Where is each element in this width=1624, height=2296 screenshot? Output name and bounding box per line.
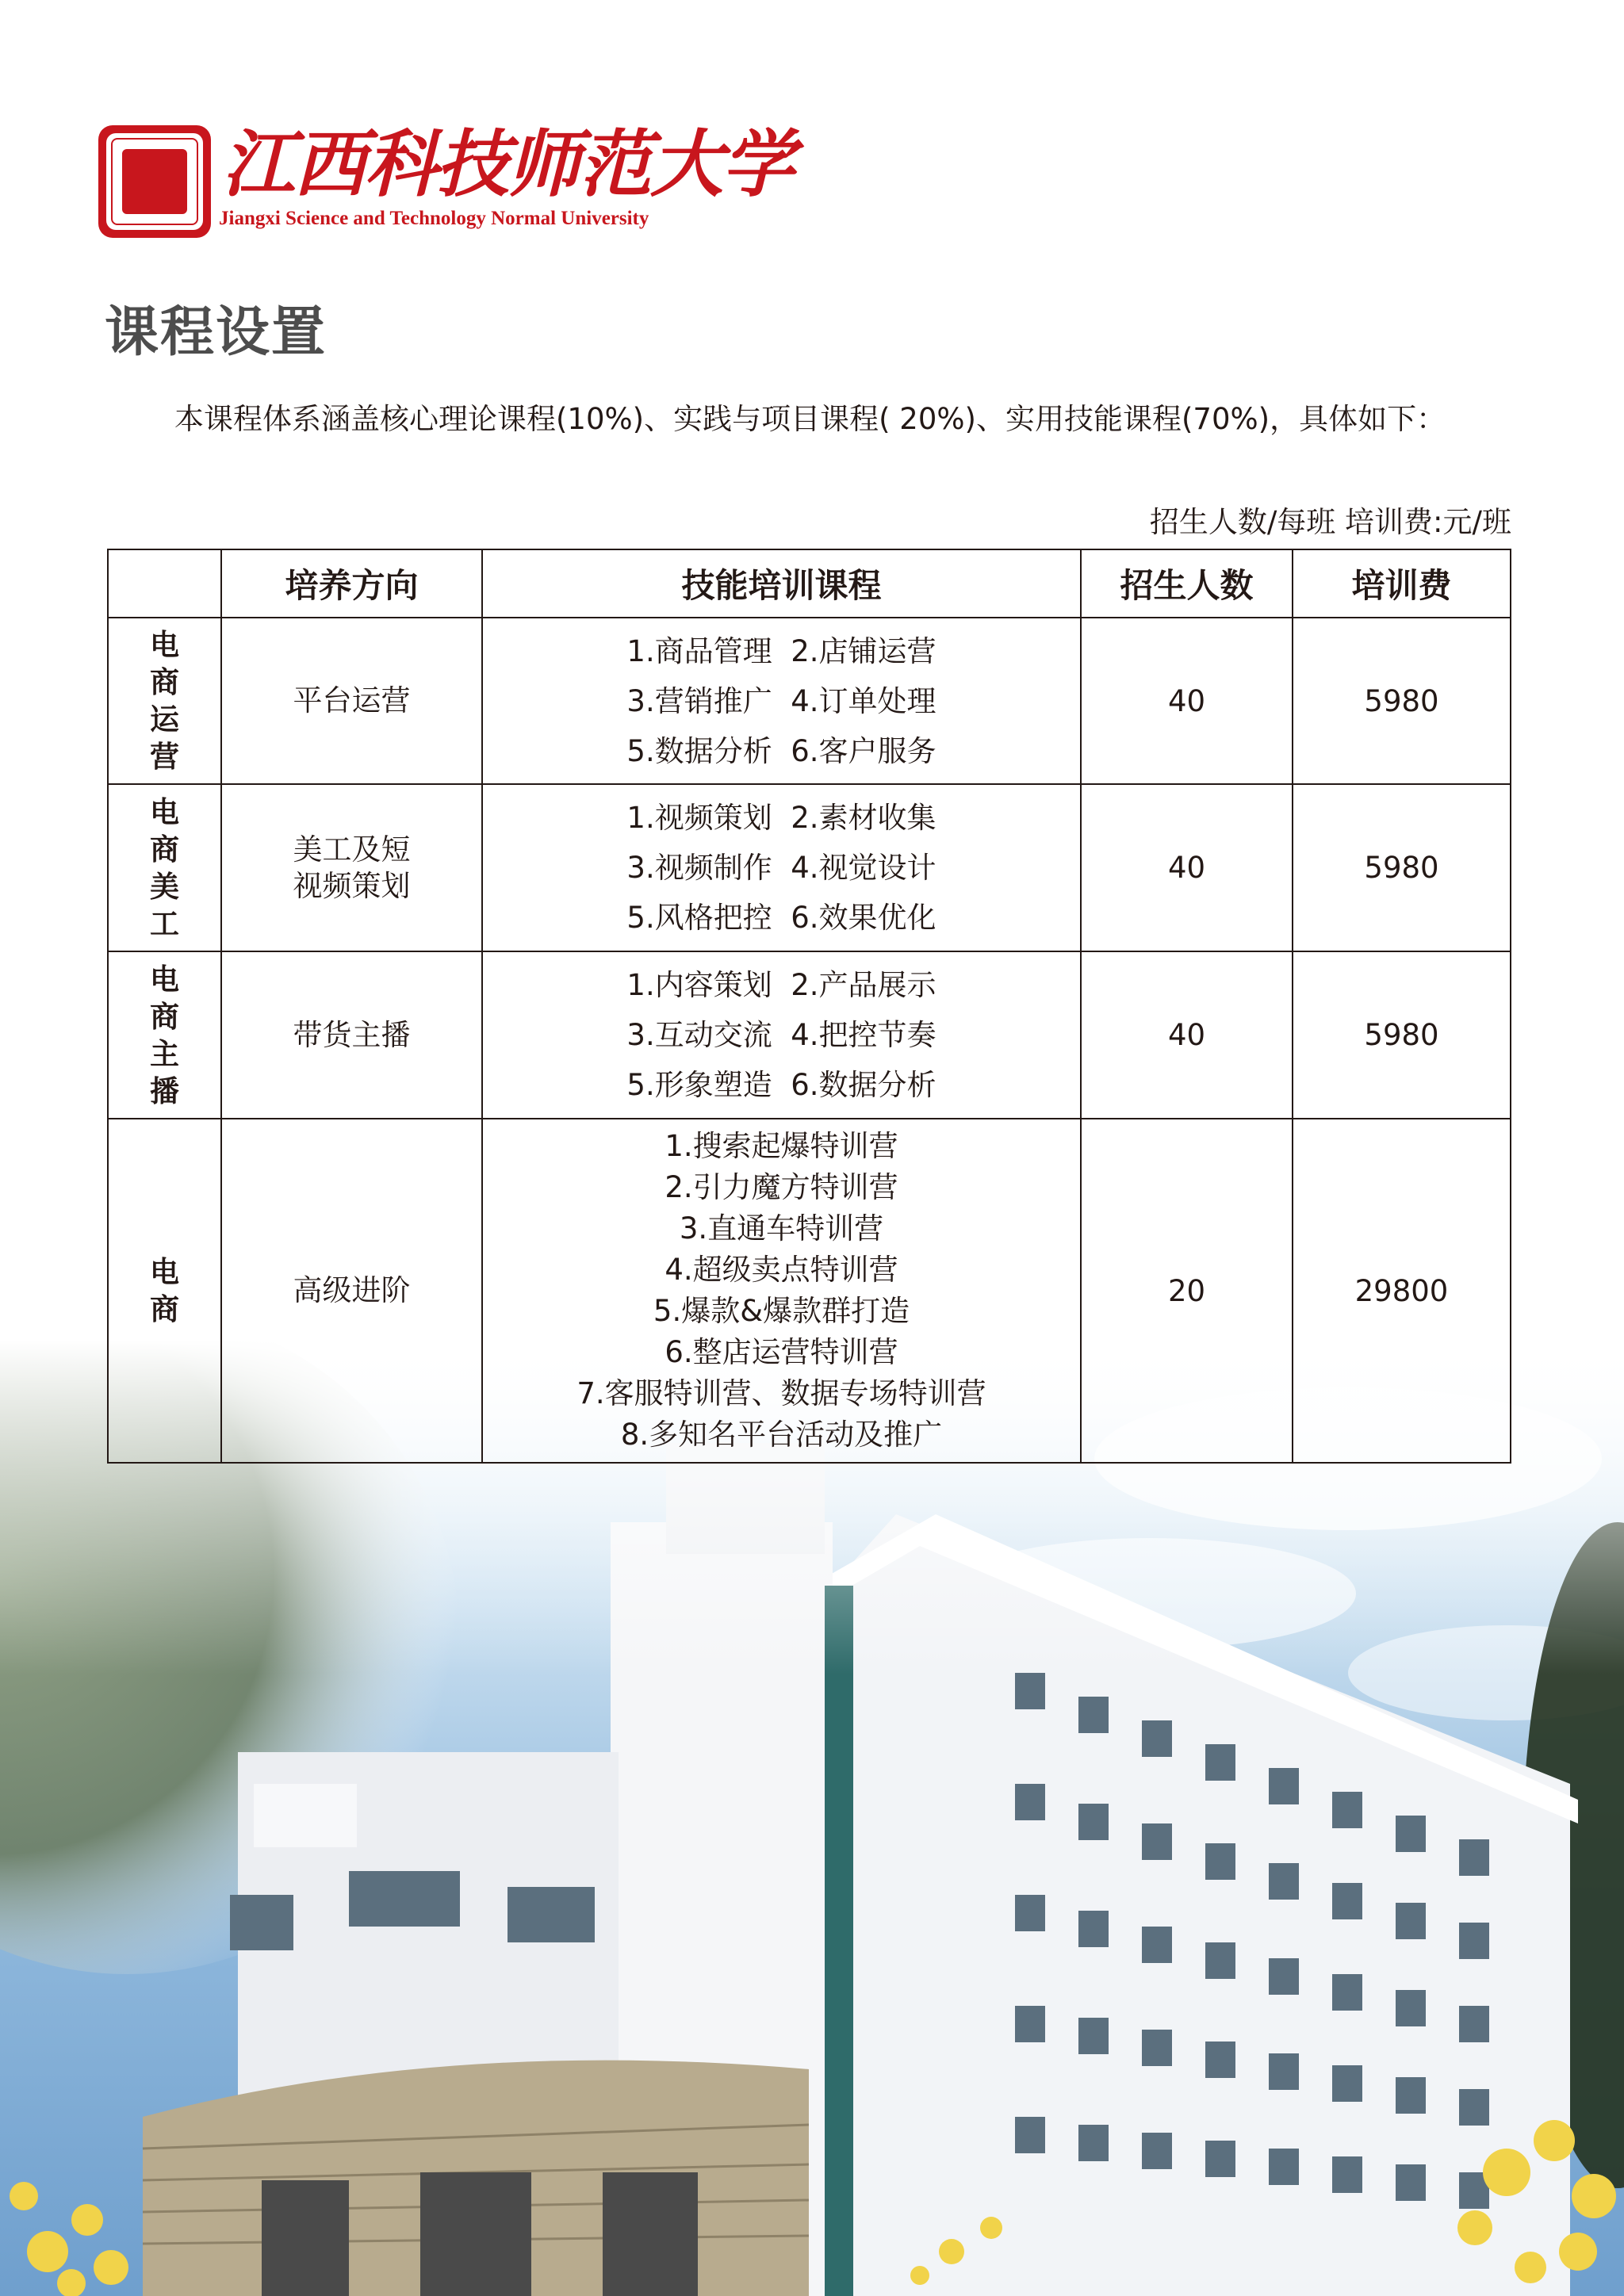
- course-line: 4.超级卖点特训营: [665, 1253, 898, 1287]
- course-line: 2.引力魔方特训营: [665, 1170, 898, 1204]
- category-char: 商: [150, 1292, 179, 1326]
- campus-building-photo: [0, 1340, 1624, 2296]
- direction-cell: [221, 618, 482, 784]
- course-line: 5.形象塑造 6.数据分析: [626, 1068, 936, 1102]
- category-char: 美: [150, 869, 179, 904]
- category-char: 播: [150, 1073, 179, 1108]
- header-direction: 培养方向: [221, 549, 482, 618]
- fee-cell: 5980: [1293, 951, 1511, 1119]
- header-blank: [108, 549, 221, 618]
- fee-cell: 5980: [1293, 618, 1511, 784]
- category-cell: [108, 1119, 221, 1463]
- category-cell: [108, 618, 221, 784]
- course-line: 3.视频制作 4.视觉设计: [626, 851, 936, 885]
- course-line: 3.互动交流 4.把控节奏: [626, 1018, 936, 1052]
- category-char: 商: [150, 832, 179, 867]
- enrollment-cell: 40: [1081, 618, 1293, 784]
- university-seal-icon: [98, 125, 211, 238]
- intro-paragraph: 本课程体系涵盖核心理论课程(10%)、实践与项目课程( 20%)、实用技能课程(70%)，具体如下：: [174, 402, 1446, 436]
- course-line: 5.数据分析 6.客户服务: [626, 733, 936, 768]
- course-line: 3.直通车特训营: [679, 1211, 884, 1246]
- enrollment-cell: 20: [1081, 1119, 1293, 1463]
- course-line: 1.内容策划 2.产品展示: [626, 968, 936, 1002]
- direction-line: 平台运营: [293, 683, 411, 718]
- table-row: [108, 951, 1511, 1119]
- course-line: 3.营销推广 4.订单处理: [626, 683, 936, 718]
- university-name-cn: 江西科技师范大学: [222, 121, 794, 207]
- page-title: 课程设置: [105, 301, 327, 364]
- courses-cell: [482, 618, 1081, 784]
- category-char: 电: [150, 628, 179, 662]
- course-line: 5.风格把控 6.效果优化: [626, 901, 936, 935]
- course-line: 6.整店运营特训营: [665, 1335, 898, 1369]
- direction-line: 视频策划: [293, 868, 411, 903]
- table-row: [108, 618, 1511, 784]
- course-line: 1.视频策划 2.素材收集: [626, 801, 936, 835]
- category-char: 电: [150, 1255, 179, 1289]
- course-line: 8.多知名平台活动及推广: [620, 1418, 943, 1452]
- course-line: 1.商品管理 2.店铺运营: [626, 633, 936, 668]
- course-line: 1.搜索起爆特训营: [665, 1129, 898, 1163]
- university-logo: [98, 121, 794, 244]
- fee-cell: 5980: [1293, 784, 1511, 951]
- direction-line: 美工及短: [293, 832, 411, 867]
- courses-cell: [482, 1119, 1081, 1463]
- courses-cell: [482, 951, 1081, 1119]
- table-header-row: [108, 549, 1511, 618]
- category-char: 电: [150, 794, 179, 829]
- category-char: 工: [150, 906, 179, 941]
- category-char: 商: [150, 999, 179, 1034]
- category-char: 商: [150, 665, 179, 699]
- direction-line: 高级进阶: [293, 1273, 411, 1307]
- course-table: [107, 549, 1511, 1464]
- category-cell: [108, 784, 221, 951]
- direction-line: 带货主播: [293, 1017, 411, 1052]
- header-enrollment: 招生人数: [1081, 549, 1293, 618]
- category-char: 营: [150, 740, 179, 774]
- table-row: [108, 1119, 1511, 1463]
- fee-cell: 29800: [1293, 1119, 1511, 1463]
- table-row: [108, 784, 1511, 951]
- course-line: 7.客服特训营、数据专场特训营: [576, 1376, 986, 1410]
- courses-cell: [482, 784, 1081, 951]
- category-char: 主: [150, 1036, 179, 1071]
- header-fee: 培训费: [1293, 549, 1511, 618]
- direction-cell: [221, 951, 482, 1119]
- university-name-en: Jiangxi Science and Technology Normal University: [219, 208, 649, 229]
- category-cell: [108, 951, 221, 1119]
- category-char: 运: [150, 702, 179, 737]
- header-courses: 技能培训课程: [482, 549, 1081, 618]
- direction-cell: [221, 1119, 482, 1463]
- category-char: 电: [150, 962, 179, 997]
- enrollment-cell: 40: [1081, 784, 1293, 951]
- direction-cell: [221, 784, 482, 951]
- course-line: 5.爆款&爆款群打造: [653, 1294, 910, 1328]
- enrollment-cell: 40: [1081, 951, 1293, 1119]
- units-note: 招生人数/每班 培训费:元/班: [1149, 505, 1511, 539]
